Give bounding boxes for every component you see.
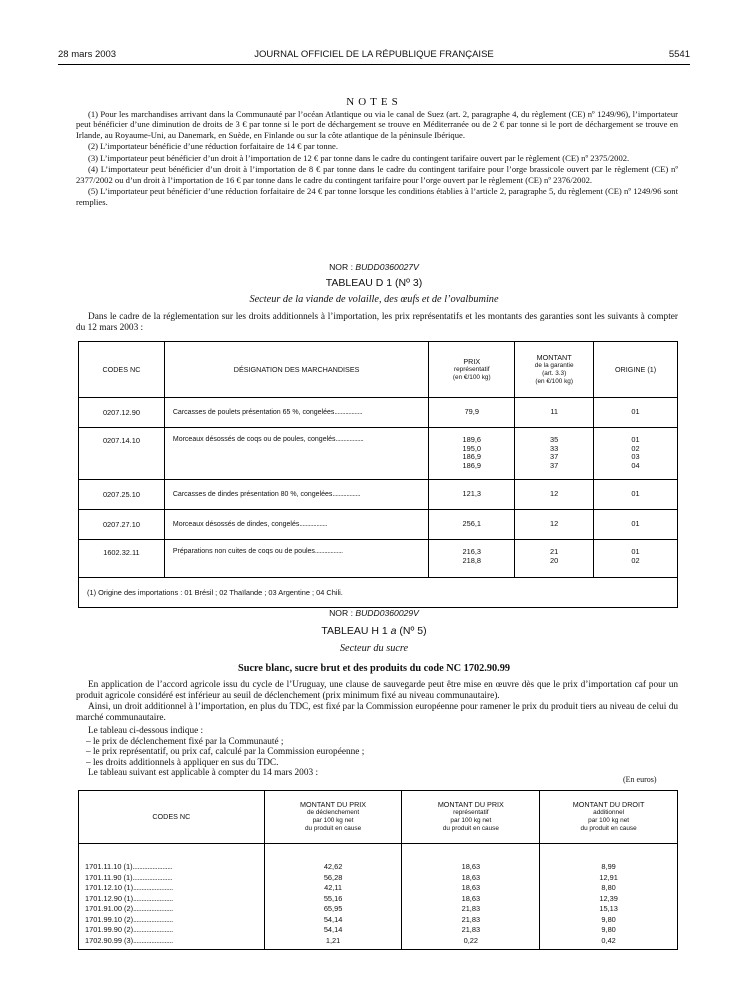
page-header (58, 49, 690, 63)
header-line: par 100 kg net (450, 817, 492, 824)
droit-value: 12,39 (599, 893, 618, 903)
montant-value: 21 (550, 547, 559, 556)
code-text: 1702.90.99 (3) (85, 935, 134, 945)
table-h1a-heading: Sucre blanc, sucre brut et des produits du code NC 1702.90.99 (237, 663, 511, 674)
dotted-leader: ........................ (133, 925, 173, 934)
table-h1a-subtitle: Secteur du sucre (339, 643, 409, 654)
code-value (85, 862, 260, 873)
header-line: (en €/100 kg) (452, 373, 491, 381)
table-row (79, 398, 678, 428)
droit-column (540, 844, 678, 950)
dotted-leader: ........................ (133, 914, 173, 924)
origine-value: 01 (631, 547, 640, 556)
table-h1a-list (76, 726, 678, 779)
montant-value: 12 (550, 519, 559, 529)
code-value (85, 904, 260, 915)
declenchement-value: 65,95 (323, 904, 343, 913)
code-value (85, 873, 260, 884)
prix-value: 218,8 (462, 555, 482, 565)
prix-value: 186,9 (462, 460, 482, 470)
table-h1a-body (79, 844, 678, 950)
declenchement-value: 54,14 (323, 925, 343, 934)
code-value (85, 883, 260, 894)
header-line: (en €/100 kg) (535, 377, 573, 385)
header-line: (art. 3.3) (542, 369, 567, 377)
dotted-leader: ........................ (133, 883, 173, 892)
table-d1-subtitle: Secteur de la viande de volaille, des œufs et de l’ovalbumine (249, 294, 499, 305)
table-d1 (78, 341, 678, 608)
montant-value: 11 (550, 407, 558, 417)
col-header-prix (429, 342, 515, 398)
designation-cell (164, 480, 428, 510)
prix-value: 79,9 (464, 407, 479, 417)
note-5: (5) L’importateur peut bénéficier d’une réduction forfaitaire de 24 € par tonne lorsque les conditions établies à l’article 2, paragraphe 5, du règlement (CE) nº 1249/96 sont remplies. (76, 186, 678, 207)
designation-text: Carcasses de poulets présentation 65 %, congelées (172, 409, 335, 416)
col-header-codes: CODES NC (79, 342, 165, 398)
montant-cell (515, 480, 594, 510)
header-line: du produit en cause (304, 825, 362, 832)
declenchement-value: 42,62 (323, 862, 343, 871)
code-text: 1701.12.10 (1) (85, 883, 134, 892)
header-rule (58, 64, 690, 65)
col-header-droit (540, 791, 678, 844)
declenchement-value: 54,14 (323, 914, 343, 924)
dotted-leader: ........................ (133, 904, 173, 913)
origine-value: 01 (631, 435, 640, 444)
designation-cell (164, 540, 428, 578)
col-header-representatif (402, 791, 540, 844)
dotted-leader: ........................ (133, 893, 173, 903)
montant-value: 37 (550, 460, 559, 470)
prix-value: 186,9 (462, 452, 482, 462)
code-cell: 0207.27.10 (79, 510, 165, 540)
nor-code: BUDD0360029V (355, 608, 419, 618)
dotted-leader: .................. (299, 521, 328, 528)
representatif-value: 21,83 (461, 925, 481, 934)
publication-date: 28 mars 2003 (58, 49, 117, 60)
dotted-leader: .................. (335, 436, 364, 443)
header-line: additionnel (593, 809, 625, 816)
code-text: 1701.11.90 (1) (85, 872, 133, 882)
nor-reference-h1a (0, 608, 748, 618)
designation-text: Morceaux désossés de coqs ou de poules, congelés (172, 436, 336, 443)
representatif-column (402, 844, 540, 950)
declenchement-value: 56,28 (323, 872, 343, 882)
origine-cell (594, 398, 678, 428)
applicable-date: Le tableau suivant est applicable à compter du 14 mars 2003 : (88, 768, 319, 779)
notes-list (76, 109, 678, 208)
list-item: – les droits additionnels à appliquer en sus du TDC. (86, 757, 279, 768)
origine-value: 02 (631, 555, 640, 565)
origine-cell (594, 510, 678, 540)
montant-value: 37 (550, 452, 559, 462)
droit-value: 12,91 (599, 872, 618, 882)
header-line: PRIX (463, 356, 481, 366)
table-h1a-para-2: Ainsi, un droit additionnel à l’importation, en plus du TDC, est fixé par la Commission européenne pour ramener le prix du produit tiers au niveau de celui du marché communautaire. (76, 702, 678, 723)
prix-value: 189,6 (462, 435, 482, 444)
header-line: du produit en cause (442, 825, 499, 832)
header-line: MONTANT DU PRIX (437, 800, 504, 809)
dotted-leader: ........................ (133, 935, 173, 945)
designation-cell (164, 428, 428, 480)
note-1: (1) Pour les marchandises arrivant dans la Communauté par l’océan Atlantique ou via le canal de Suez (art. 2, paragraphe 4, du règlement (CE) nº 1249/96), l’importateur peut bénéficier d’une diminution de droits de 3 € par tonne si le port de déchargement se trouve en Méditerranée ou de 2 € par tonne si le port de déchargement se trouve en Irlande, au Royaume-Uni, au Danemark, en Suède, en Finlande ou sur la côte atlantique de la péninsule Ibérique. (76, 109, 678, 140)
table-row (79, 540, 678, 578)
table-row (79, 480, 678, 510)
table-header-row (79, 791, 678, 844)
header-line: par 100 kg net (312, 817, 354, 824)
montant-value: 20 (550, 555, 559, 565)
nor-label: NOR : (329, 608, 353, 618)
table-row (79, 428, 678, 480)
origine-cell (594, 428, 678, 480)
unit-label: (En euros) (623, 775, 657, 784)
declenchement-column (264, 844, 402, 950)
origine-value: 01 (631, 407, 640, 417)
designation-text: Préparations non cuites de coqs ou de poules (172, 548, 315, 555)
table-d1-footnote-row (79, 578, 678, 608)
declenchement-value: 1,21 (325, 935, 341, 945)
dotted-leader: ........................ (132, 872, 173, 882)
list-intro: Le tableau ci-dessous indique : (88, 726, 204, 736)
designation-cell (164, 510, 428, 540)
montant-value: 12 (550, 489, 559, 499)
notes-title: NOTES (346, 96, 402, 108)
prix-cell (429, 510, 515, 540)
code-text: 1701.12.90 (1) (85, 893, 134, 903)
prix-cell (429, 540, 515, 578)
origine-value: 03 (631, 452, 640, 462)
note-3: (3) L’importateur peut bénéficier d’un droit à l’importation de 12 € par tonne dans le cadre du contingent tarifaire ouvert par le règlement (CE) nº 2375/2002. (88, 152, 630, 163)
origine-cell (594, 540, 678, 578)
dotted-leader: .................. (314, 548, 343, 555)
page-number: 5541 (668, 49, 690, 60)
montant-cell (515, 398, 594, 428)
droit-value: 9,80 (601, 914, 616, 924)
table-h1a-para-1: En application de l’accord agricole issu du cycle de l’Uruguay, une clause de sauvegarde peut être mise en œuvre dès que le prix d’importation caf pour un produit agricole considéré est inférieur au seuil de déclenchement (prix minimum fixé au niveau communautaire). (76, 680, 678, 701)
code-value (85, 894, 260, 905)
list-item: – le prix de déclenchement fixé par la Communauté ; (86, 736, 284, 747)
header-line: représentatif (454, 365, 490, 373)
droit-value: 8,80 (601, 883, 616, 892)
prix-cell (429, 398, 515, 428)
nor-reference-d1 (0, 262, 748, 272)
representatif-value: 18,63 (461, 862, 481, 871)
representatif-value: 21,83 (461, 914, 481, 924)
table-d1-footnote: (1) Origine des importations : 01 Brésil ; 02 Thaïlande ; 03 Argentine ; 04 Chili. (79, 578, 678, 608)
code-cell: 0207.14.10 (79, 428, 165, 480)
prix-cell (429, 480, 515, 510)
nor-code: BUDD0360027V (355, 262, 419, 272)
header-line: MONTANT DU DROIT (572, 800, 645, 809)
prix-cell (429, 428, 515, 480)
code-value (85, 915, 260, 926)
header-line: de la garantie (534, 361, 574, 369)
droit-value: 0,42 (601, 935, 616, 945)
prix-value: 256,1 (462, 519, 482, 529)
code-value (85, 936, 260, 947)
representatif-value: 18,63 (461, 893, 481, 903)
header-line: représentatif (453, 809, 489, 816)
montant-cell (515, 540, 594, 578)
montant-cell (515, 428, 594, 480)
header-line: de déclenchement (306, 809, 360, 816)
col-header-declenchement (264, 791, 402, 844)
dotted-leader: .................. (332, 491, 361, 498)
table-d1-title: TABLEAU D 1 (Nº 3) (325, 277, 423, 289)
origine-value: 01 (631, 519, 640, 529)
list-item: – le prix représentatif, ou prix caf, calculé par la Commission européenne ; (86, 747, 365, 758)
designation-text: Carcasses de dindes présentation 80 %, congelées (172, 491, 333, 498)
dotted-leader: ........................ (132, 862, 173, 871)
representatif-value: 0,22 (463, 935, 479, 945)
designation-text: Morceaux désossés de dindes, congelés (172, 521, 300, 528)
representatif-value: 18,63 (461, 883, 481, 892)
prix-value: 216,3 (462, 547, 482, 556)
note-4: (4) L’importateur peut bénéficier d’un droit à l’importation de 8 € par tonne dans le cadre du contingent tarifaire pour l’orge brassicole ouvert par le règlement (CE) nº 2377/2002 ou d’un droit à l’importation de 16 € par tonne dans le cadre du contingent tarifaire pour l’orge ouvert par le règlement (CE) nº 2376/2002. (76, 164, 678, 185)
designation-cell (164, 398, 428, 428)
note-2: (2) L’importateur bénéficie d’une réduction forfaitaire de 14 € par tonne. (88, 141, 338, 152)
table-d1-body (79, 398, 678, 578)
col-header-origine: ORIGINE (1) (594, 342, 678, 398)
droit-value: 8,99 (601, 862, 616, 871)
code-value (85, 925, 260, 936)
montant-value: 33 (550, 443, 559, 453)
table-d1-intro: Dans le cadre de la réglementation sur les droits additionnels à l’importation, les prix représentatifs et les montants des garanties sont les suivants à compter du 12 mars 2003 : (76, 312, 678, 333)
declenchement-value: 55,16 (323, 893, 343, 903)
origine-value: 02 (631, 443, 640, 453)
header-line: MONTANT (536, 352, 572, 362)
prix-value: 121,3 (462, 489, 482, 499)
journal-title: JOURNAL OFFICIEL DE LA RÉPUBLIQUE FRANÇAISE (254, 49, 494, 60)
col-header-codes: CODES NC (79, 791, 265, 844)
code-cell: 1602.32.11 (79, 540, 165, 578)
code-cell: 0207.25.10 (79, 480, 165, 510)
droit-value: 15,13 (599, 904, 618, 913)
nor-label: NOR : (329, 262, 353, 272)
table-header-row (79, 342, 678, 398)
col-header-montant (515, 342, 594, 398)
code-text: 1701.11.10 (1) (85, 862, 133, 871)
droit-value: 9,80 (601, 925, 616, 934)
table-h1a (78, 790, 678, 950)
header-line: du produit en cause (580, 825, 637, 832)
code-text: 1701.99.10 (2) (85, 914, 134, 924)
representatif-value: 18,63 (461, 872, 481, 882)
representatif-value: 21,83 (461, 904, 481, 913)
header-line: MONTANT DU PRIX (300, 800, 367, 809)
origine-cell (594, 480, 678, 510)
dotted-leader: .................. (334, 409, 363, 416)
code-text: 1701.99.90 (2) (85, 925, 134, 934)
codes-column (79, 844, 265, 950)
header-line: par 100 kg net (588, 817, 630, 824)
origine-value: 01 (631, 489, 640, 499)
origine-value: 04 (631, 460, 640, 470)
code-text: 1701.91.00 (2) (85, 904, 134, 913)
table-row (79, 510, 678, 540)
montant-cell (515, 510, 594, 540)
code-cell: 0207.12.90 (79, 398, 165, 428)
col-header-designation: DÉSIGNATION DES MARCHANDISES (164, 342, 428, 398)
prix-value: 195,0 (462, 443, 482, 453)
table-h1a-title: TABLEAU H 1 a (Nº 5) (321, 625, 427, 637)
declenchement-value: 42,11 (324, 883, 343, 892)
montant-value: 35 (550, 435, 559, 444)
